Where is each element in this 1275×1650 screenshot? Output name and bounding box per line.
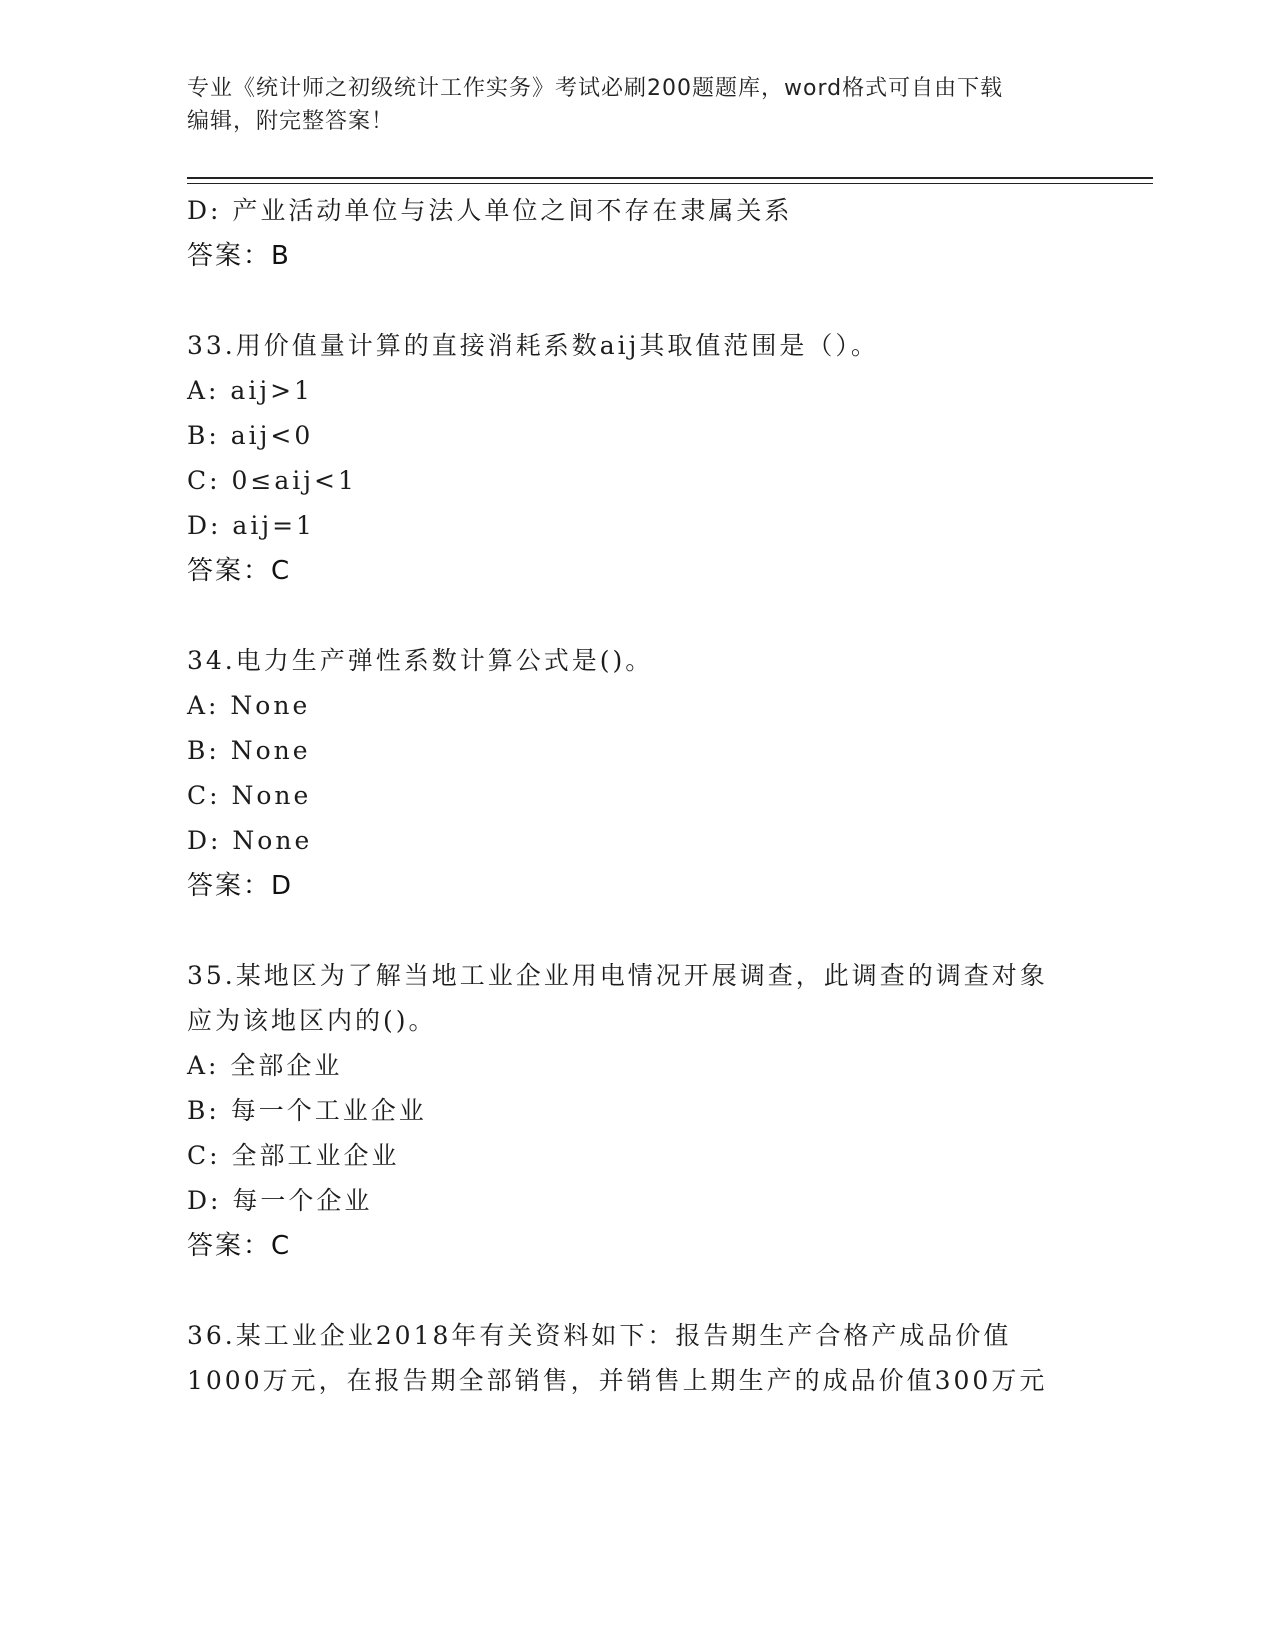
question-35	[187, 953, 1087, 1269]
document-header	[187, 72, 1087, 138]
question-stem: 33.用价值量计算的直接消耗系数aij其取值范围是（）。	[187, 331, 879, 360]
option-d: D: None	[187, 826, 313, 855]
previous-question-tail	[187, 188, 1087, 279]
question-stem-line-1: 36.某工业企业2018年有关资料如下：报告期生产合格产成品价值	[187, 1321, 1012, 1350]
option-b: B: 每一个工业企业	[187, 1096, 427, 1125]
option-d: D: aij=1	[187, 511, 315, 540]
answer-line: 答案：C	[187, 1231, 292, 1261]
option-c: C: None	[187, 781, 312, 810]
header-divider-thin	[187, 183, 1153, 184]
option-c: C: 0≤aij<1	[187, 466, 357, 495]
option-a: A: 全部企业	[187, 1051, 343, 1080]
spacer	[187, 909, 1087, 953]
question-stem-line-1: 35.某地区为了解当地工业企业用电情况开展调查，此调查的调查对象	[187, 961, 1048, 990]
question-content	[187, 188, 1087, 1403]
option-d: D: 产业活动单位与法人单位之间不存在隶属关系	[187, 196, 793, 225]
spacer	[187, 594, 1087, 638]
header-line-2: 编辑，附完整答案！	[187, 109, 395, 134]
answer-line: 答案：C	[187, 556, 292, 586]
answer-line: 答案：D	[187, 871, 294, 901]
option-b: B: None	[187, 736, 311, 765]
header-divider-thick	[187, 177, 1153, 179]
option-c: C: 全部工业企业	[187, 1141, 400, 1170]
option-b: B: aij<0	[187, 421, 314, 450]
question-36	[187, 1313, 1087, 1403]
question-stem-line-2: 1000万元，在报告期全部销售，并销售上期生产的成品价值300万元	[187, 1366, 1048, 1395]
option-a: A: None	[187, 691, 311, 720]
question-stem-line-2: 应为该地区内的()。	[187, 1006, 437, 1035]
option-a: A: aij>1	[187, 376, 313, 405]
spacer	[187, 279, 1087, 323]
header-line-1: 专业《统计师之初级统计工作实务》考试必刷200题题库，word格式可自由下载	[187, 76, 1004, 101]
answer-line: 答案：B	[187, 241, 291, 271]
question-33	[187, 323, 1087, 594]
question-34	[187, 638, 1087, 909]
question-stem: 34.电力生产弹性系数计算公式是()。	[187, 646, 654, 675]
spacer	[187, 1269, 1087, 1313]
option-d: D: 每一个企业	[187, 1186, 373, 1215]
